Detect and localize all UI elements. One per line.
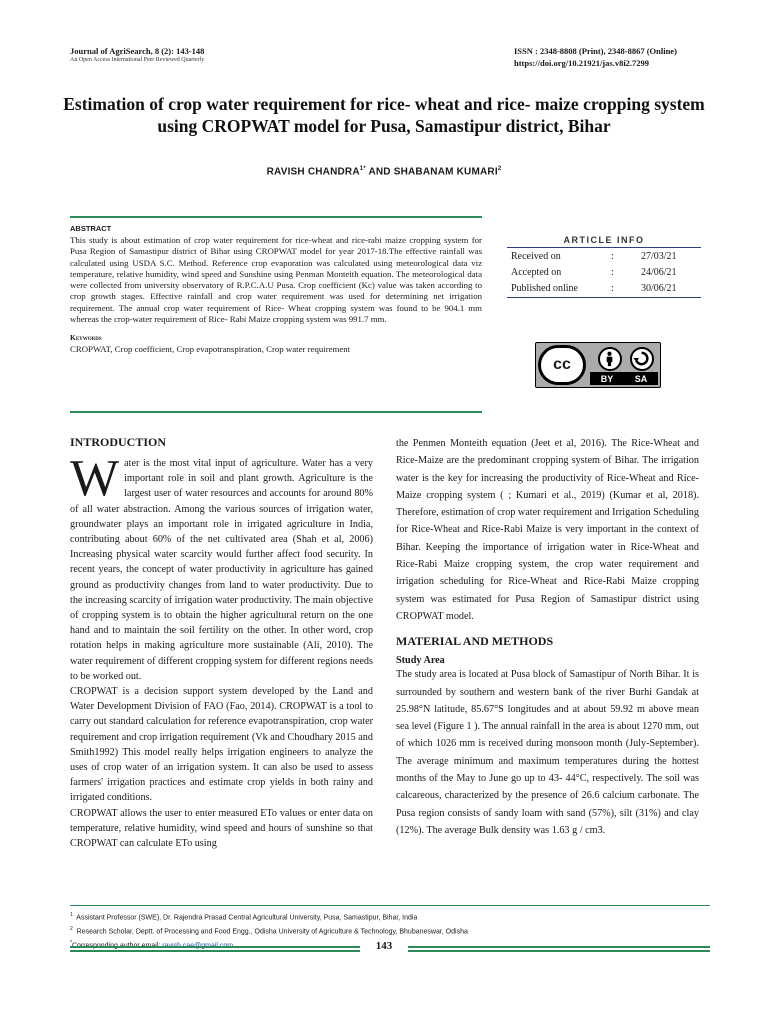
info-row-published [507,280,701,296]
footnote-1-text: Assistant Professor (SWE), Dr. Rajendra Prasad Central Agricultural University, Pusa, Samastipur, Bihar, India [76,914,418,922]
issn-block [514,46,714,68]
share-alike-icon [630,347,654,371]
info-row-received [507,248,701,264]
footnote-1 [70,910,710,924]
author-1: RAVISH CHANDRA [266,166,360,178]
introduction-paragraph-3: CROPWAT allows the user to enter measured ETo values or enter data on temperature, relative humidity, wind speed and hours of sunshine so that CROPWAT can calculate ETo using [70,807,373,850]
cc-by-sa-badge[interactable] [535,342,661,388]
introduction-paragraph-4: the Penmen Monteith equation (Jeet et al, 2016). The Rice-Wheat and Rice-Maize are the predominant cropping system of Bihar. The irrigation water is the key for increasing the productivity of Rice-Wheat and Rice-Maize cropping system ( ; Kumari et al., 2019) (Kumar et al, 2018). Therefore, estimation of crop water requirement and Irrigation Scheduling for Rice-Wheat and Rice-Rabi Maize is very important in the context of Bihar. Keeping the importance of irrigation water in Rice-Wheat and Rice-Rabi Maize cropping system, the crop water requirement and irrigation scheduling for Rice-Wheat and Rice-Rabi Maize cropping system was estimated for Pusa Region of Samastipur district using CROPWAT model. [396,438,699,622]
footnote-1-sup: 1 [70,912,73,918]
journal-name: Journal of AgriSearch, 8 (2): 143-148 [70,46,205,56]
info-colon: : [611,282,614,294]
author-1-sup: 1* [359,166,366,172]
abstract-text: This study is about estimation of crop water requirement for rice-wheat and rice-rabi maize cropping system for Pusa Region of Samastipur district of Bihar using CROPWAT model for year 2017-18.The effective rainfall was calculated using USDA S.C. Method. Reference crop evaporation was calculated using meteorological data viz temperature, relative humidity, wind speed and Sunshine using Penman Monteith equation. The meteorological data were collected from university observatory of R.P.C.A.U Pusa. Crop coefficient (Kc) value was taken according to crop growth stages. Effective rainfall and crop water requirement was used for determining net irrigation requirement. The annual crop water requirement of Rice- Wheat cropping system was found to be 904.1 mm whereas the crop-water requirement of Rice- Rabi Maize cropping system was 991.7 mm. [70,235,482,325]
footer-rule-left [70,946,360,948]
study-area-heading: Study Area [396,655,445,667]
info-label: Received on [511,250,561,262]
methods-paragraph-1: The study area is located at Pusa block of Samastipur of North Bihar. It is surrounded by southern and western bank of the river Burhi Gandak at 25.98°N latitude, 85.67°S longitudes and at about 59.92 m above mean sea level (Figure 1 ). The annual rainfall in the area is about 1270 mm, out of which 1026 mm is received during monsoon month (July-September). The average minimum and maximum temperatures during the hottest months of the May to June go up to 43- 44°C, respectively. The soil was calcareous, characterized by the presence of 26.6 calcium carbonate. The Pusa region consists of sandy loam with sand (57%), silt (31%) and clay (12%). The average Bulk density was 1.63 g / cm3. [396,669,699,836]
info-label: Accepted on [511,266,562,278]
keywords-text: CROPWAT, Crop coefficient, Crop evapotranspiration, Crop water requirement [70,344,351,355]
author-2: SHABANAM KUMARI [393,166,498,178]
article-info-bottom-rule [507,297,701,298]
left-column [70,435,373,851]
right-column [396,435,699,839]
author-2-sup: 2 [497,166,502,172]
author-line [0,166,768,177]
abstract-bottom-rule [70,411,482,413]
info-value: 24/06/21 [641,266,677,278]
license-label-bar [590,372,658,385]
person-icon [600,349,619,368]
article-info [507,235,701,298]
abstract-top-rule [70,216,482,218]
info-colon: : [611,250,614,262]
info-label: Published online [511,282,578,294]
info-colon: : [611,266,614,278]
footer-rule-right-2 [408,950,710,952]
info-row-accepted [507,264,701,280]
share-alike-arrow-icon [632,349,651,368]
paper-title: Estimation of crop water requirement for rice- wheat and rice- maize cropping system using CROPWAT model for Pusa, Samastipur district, Bihar [63,94,705,136]
issn: ISSN : 2348-8808 (Print), 2348-8867 (Online) [514,46,677,56]
author-and: AND [365,166,394,178]
journal-subtitle: An Open Access International Peer Reviewed Quarterly [70,57,205,63]
intro-p1-text: ater is the most vital input of agriculture. Water has a very important role in soil and plant growth. Agriculture is the largest user of water resources and accounts for around 80% of all water abstraction. Among the various sources of irrigation water, groundwater plays an important role in irrigated agriculture in India, contributing about 60% of the net cultivated area (Shah et al, 2006) Increasing physical water scarcity would further affect food security. In recent years, the concept of water productivity in agriculture has gained ground as productivity changes from land to water productivity. Due to the increasing scarcity of irrigation water productivity. The main objective of cropping system is to obtain the higher agricultural return on the one hand and to maintain the soil fertility on the other. In other word, crop rotation helps in making agriculture more sustainable (Ali, 2010). The water requirement of different cropping system for different regions needs to be worked out. [70,458,373,682]
article-info-heading: ARTICLE INFO [507,235,701,248]
cc-text: cc [553,356,571,373]
license-by: BY [600,373,614,384]
footnote-2 [70,924,710,938]
introduction-paragraph-1 [70,450,373,684]
footnote-rule [70,905,710,906]
abstract-section [70,224,482,354]
keywords-heading: Keywords [70,333,102,343]
cc-icon [538,345,586,385]
footnote-2-text: Research Scholar, Deptt. of Processing and Food Engg., Odisha University of Agriculture & Technology, Bhubaneswar, Odisha [76,928,468,936]
abstract-heading: ABSTRACT [70,224,112,233]
info-value: 30/06/21 [641,282,677,294]
footnote-3-sup: * [70,939,72,946]
info-value: 27/03/21 [641,250,677,262]
drop-cap: W [70,450,120,507]
doi-link[interactable]: https://doi.org/10.21921/jas.v8i2.7299 [514,58,650,68]
footer-rule-right [408,946,710,948]
methods-heading: MATERIAL AND METHODS [396,634,554,649]
journal-header [70,46,370,63]
introduction-heading: INTRODUCTION [70,435,167,449]
attribution-icon [598,347,622,371]
footnote-2-sup: 2 [70,925,73,932]
footer-rule-left-2 [70,950,360,952]
page-number: 143 [375,940,393,952]
license-sa: SA [634,373,648,384]
introduction-paragraph-2: CROPWAT is a decision support system developed by the Land and Water Development Division of FAO (Fao, 2014). CROPWAT is a tool to carry out standard calculation for reference evapotranspiration, crop water requirement and crop irrigation requirement (Vk and Choudhary 2015 and Smith1992) This model really helps irrigation engineers to analyze the uses of crop water of an irrigation system. It can also be used to assess farmers' irrigation practices and estimate crop yields in both rainy and irrigated conditions. [70,686,373,804]
